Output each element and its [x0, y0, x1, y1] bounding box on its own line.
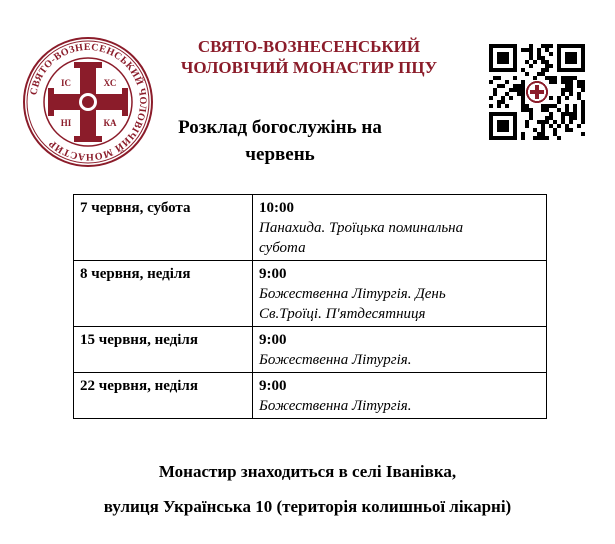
schedule-service [253, 195, 547, 261]
service-description: Св.Троїці. П'ятдесятниця [259, 306, 426, 322]
schedule-title [150, 114, 410, 168]
schedule-service [253, 373, 547, 419]
monastery-seal-icon [22, 36, 154, 168]
monastery-title-line2: ЧОЛОВІЧИЙ МОНАСТИР ПЦУ [180, 58, 438, 77]
seal-letters-ic: ІС [60, 78, 72, 88]
schedule-row [74, 195, 547, 261]
seal-letters-xc: ХС [103, 78, 117, 88]
service-time: 9:00 [259, 378, 287, 394]
service-time: 9:00 [259, 332, 287, 348]
schedule-date: 15 червня, неділя [74, 327, 253, 373]
monastery-title-line1: СВЯТО-ВОЗНЕСЕНСЬКИЙ [197, 37, 421, 56]
service-description: Божественна Літургія. День [259, 286, 446, 302]
schedule-date: 22 червня, неділя [74, 373, 253, 419]
service-time: 10:00 [259, 200, 294, 216]
schedule-date: 8 червня, неділя [74, 261, 253, 327]
schedule-title-line1: Розклад богослужінь на [178, 117, 382, 138]
service-description: Божественна Літургія. [259, 398, 412, 414]
service-description: Божественна Літургія. [259, 352, 412, 368]
schedule-row [74, 327, 547, 373]
service-description: Панахида. Троїцька поминальна [259, 220, 464, 236]
schedule-service [253, 261, 547, 327]
schedule-table [73, 194, 547, 419]
seal-letters-ka: КА [103, 118, 117, 128]
qr-code-icon [489, 44, 585, 140]
address-line1: Монастир знаходиться в селі Іванівка, [158, 462, 457, 481]
seal-ring-text: СВЯТО-ВОЗНЕСЕНСЬКИЙ ЧОЛОВІЧИЙ МОНАСТИР [28, 41, 149, 163]
service-time: 9:00 [259, 266, 287, 282]
schedule-row [74, 373, 547, 419]
service-description: субота [259, 240, 306, 256]
schedule-service [253, 327, 547, 373]
schedule-row [74, 261, 547, 327]
seal-letters-ni: НІ [60, 118, 72, 128]
monastery-title [154, 36, 464, 78]
schedule-title-line2: червень [245, 144, 315, 165]
schedule-date: 7 червня, субота [74, 195, 253, 261]
address-line2: вулиця Українська 10 (територія колишньої лікарні) [103, 497, 512, 516]
